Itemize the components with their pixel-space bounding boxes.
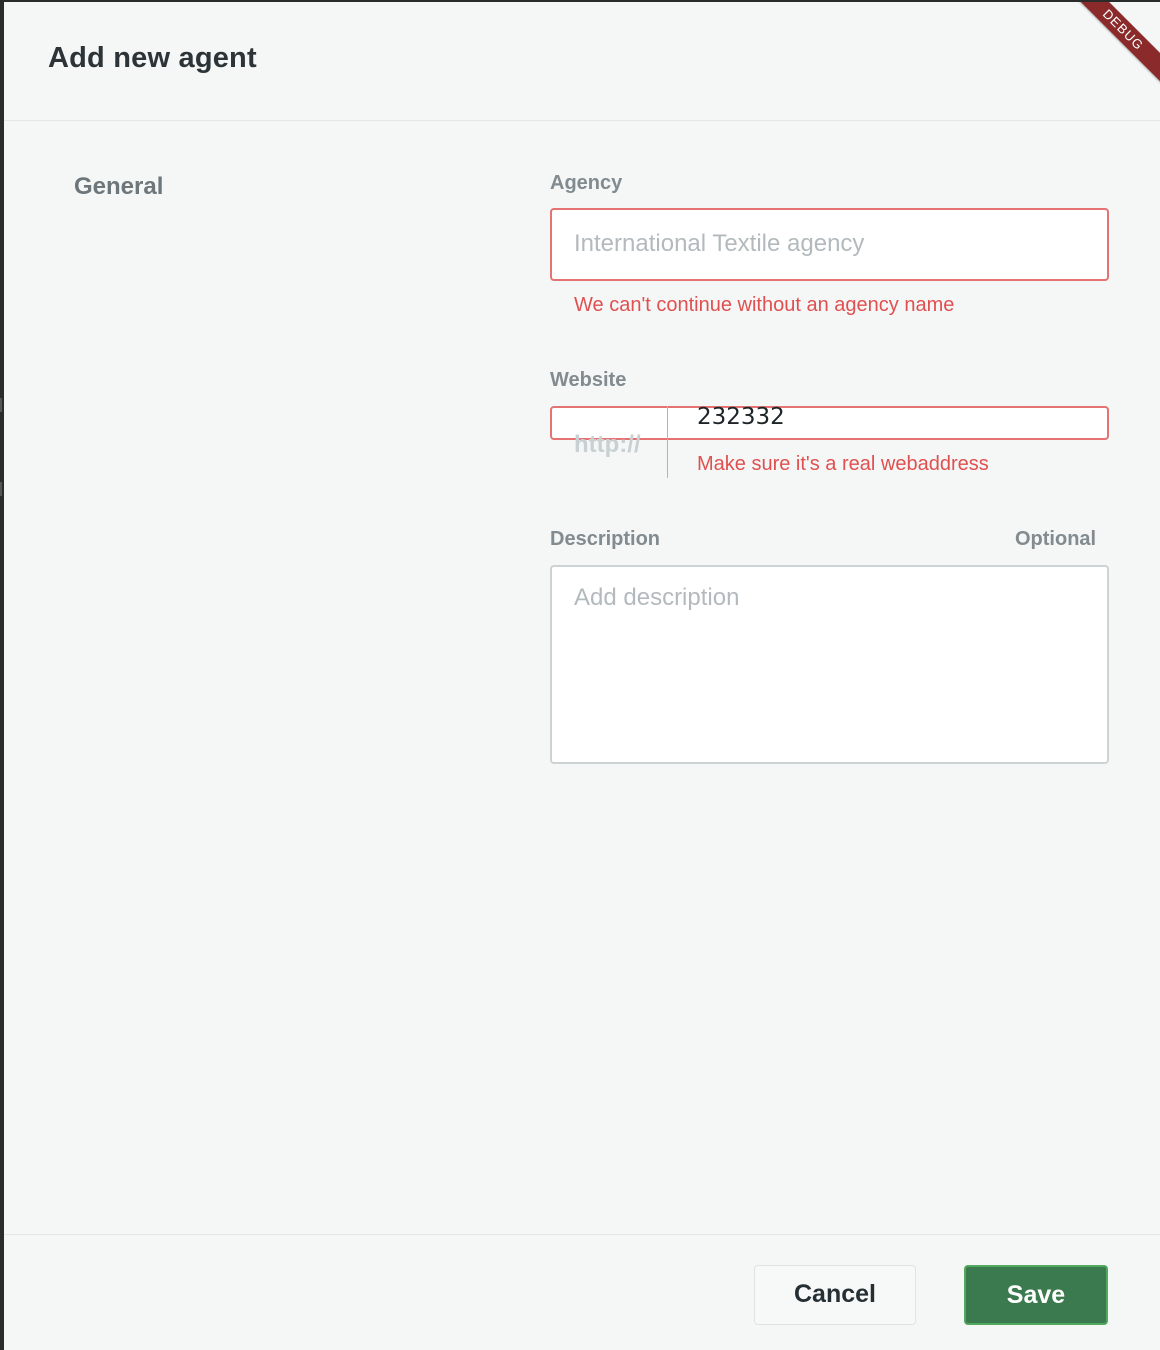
debug-ribbon: DEBUG (1063, 2, 1160, 90)
agency-error-text: We can't continue without an agency name (574, 294, 955, 316)
agency-label: Agency (550, 172, 623, 194)
website-protocol-prefix: http:// (574, 431, 641, 458)
add-agent-dialog (4, 2, 1160, 1350)
website-error-text: Make sure it's a real webaddress (697, 453, 989, 475)
dialog-header (4, 2, 1160, 121)
edge-mark (0, 398, 2, 412)
edge-mark (0, 482, 2, 496)
description-optional-label: Optional (1015, 528, 1097, 550)
website-input-value[interactable]: 232332 (697, 404, 785, 430)
website-prefix-divider (667, 406, 668, 478)
general-section-label: General (74, 173, 164, 200)
agency-input[interactable] (550, 208, 1109, 281)
description-textarea[interactable] (550, 565, 1109, 764)
website-label: Website (550, 369, 627, 391)
description-placeholder: Add description (574, 584, 740, 611)
agency-placeholder: International Textile agency (574, 230, 865, 257)
description-label: Description (550, 528, 661, 550)
dialog-footer (4, 1234, 1160, 1350)
cancel-button[interactable]: Cancel (754, 1265, 916, 1325)
save-button[interactable]: Save (964, 1265, 1108, 1325)
dialog-title: Add new agent (48, 42, 257, 74)
